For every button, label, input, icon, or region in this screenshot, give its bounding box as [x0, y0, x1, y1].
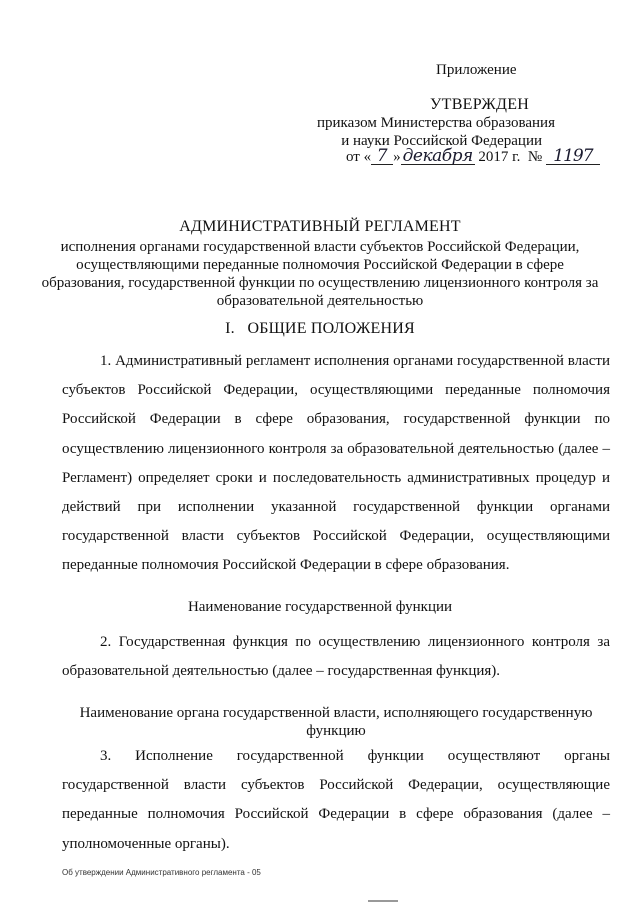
- document-title: АДМИНИСТРАТИВНЫЙ РЕГЛАМЕНТ: [179, 218, 461, 235]
- document-title-block: [40, 218, 600, 310]
- approved-label: УТВЕРЖДЕН: [430, 96, 530, 113]
- paragraph-2: 2. Государственная функция по осуществлению лицензионного контроля за образовательной деятельностью (далее – государственная функция).: [62, 634, 610, 680]
- appendix-label: Приложение: [436, 62, 517, 78]
- order-from-prefix: от «: [346, 149, 372, 165]
- paragraph-1: 1. Административный регламент исполнения органами государственной власти субъектов Российской Федерации, осуществляющими переданные полномочия Российской Федерации в сфере образования, государственной функции по осуществлению лицензионного контроля за образовательной деятельностью (далее – Регламент) определяет сроки и последовательность административных процедур и действий при исполнении указанной государственной функции органами государственной власти субъектов Российской Федерации, осуществляющими переданные полномочия Российской Федерации в сфере образования.: [62, 353, 610, 574]
- order-line-ministry: приказом Министерства образования: [317, 115, 555, 131]
- order-line-russia: и науки Российской Федерации: [341, 133, 542, 149]
- section-heading: I. ОБЩИЕ ПОЛОЖЕНИЯ: [225, 320, 415, 337]
- subheading-authority-name: Наименование органа государственной власти, исполняющего государственную функцию: [79, 705, 593, 739]
- order-number-handwritten: 1197: [546, 148, 600, 165]
- order-year: 2017 г.: [478, 149, 521, 165]
- scan-artifact: [368, 900, 398, 902]
- order-day-handwritten: 7: [371, 148, 393, 165]
- subheading-function-name: Наименование государственной функции: [187, 599, 453, 615]
- order-number-sign: №: [527, 149, 543, 165]
- document-subtitle: исполнения органами государственной власти субъектов Российской Федерации, осуществляющими переданные полномочия Российской Федерации в сфере образования, государственной функции по осуществлению лицензионного контроля за образовательной деятельностью: [41, 239, 599, 309]
- page-footer: Об утверждении Административного регламента - 05: [62, 868, 261, 877]
- paragraph-3: 3. Исполнение государственной функции осуществляют органы государственной власти субъектов Российской Федерации, осуществляющие переданные полномочия Российской Федерации в сфере образования (далее – уполномоченные органы).: [62, 748, 610, 852]
- order-month-handwritten: декабря: [402, 146, 473, 166]
- order-date-number: [346, 148, 600, 166]
- order-quote-close: »: [393, 149, 401, 165]
